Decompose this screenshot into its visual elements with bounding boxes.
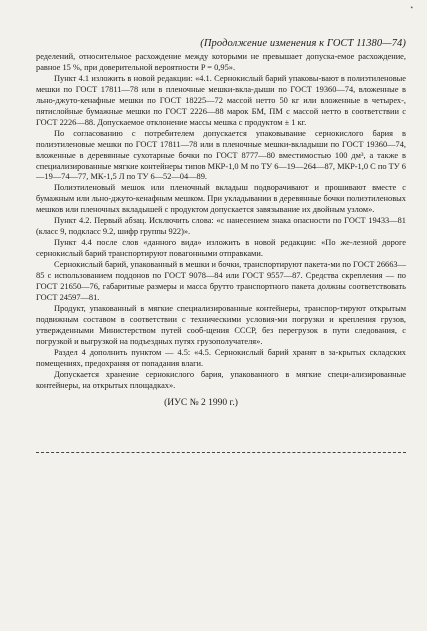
paragraph-9: Раздел 4 дополнить пунктом — 4.5: «4.5. Сернокислый барий хранят в за-крытых складских помещениях, предохраняя от попадания влаги. [36,347,406,368]
publication-stamp: (ИУС № 2 1990 г.) [164,397,238,408]
paragraph-6: Пункт 4.4 после слов «данного вида» изложить в новой редакции: «По же-лезной дороге сернокислый барий транспортируют повагонными отправками. [36,238,406,259]
corner-mark: • [410,4,413,12]
paragraph-4: Полиэтиленовый мешок или пленочный вкладыш подворачивают и прошивают вместе с бумажным или льно-джуто-кенафным мешком. При укладывании в деревянные бочки полиэтиленовых мешков или пленочных вкладышей с продуктом допускается завязывание их двойным узлом». [36,183,406,215]
paragraph-5: Пункт 4.2. Первый абзац. Исключить слова: «с нанесением знака опасности по ГОСТ 19433—81 (класс 9, подкласс 9.2, шифр группы 922)». [36,216,406,237]
page-header: (Продолжение изменения к ГОСТ 11380—74) [200,38,406,49]
paragraph-8: Продукт, упакованный в мягкие специализированные контейнеры, транспор-тируют открытым подвижным составом в соответствии с техническими условия-ми погрузки и крепления грузов, утвержденными Министерством путей сооб-щения СССР, без перегрузок в пути следования, с погрузкой и выгрузкой на подъездных путях грузополучателя». [36,303,406,346]
bottom-divider [36,452,406,453]
paragraph-2: Пункт 4.1 изложить в новой редакции: «4.1. Сернокислый барий упаковы-вают в полиэтиленовые мешки по ГОСТ 17811—78 или в пленочные мешки-вкла-дыши по ГОСТ 19360—74, вложенные в льно-джуто-кенафные мешки по ГОСТ 18225—72 массой нетто 50 кг или вложенные в четырех-, пятислойные бумажные мешки по ГОСТ 2226—88 марок БМ, ПМ с массой нетто в соответствии с ГОСТ 2226—88. Допускаемое отклонение массы мешка с продуктом ± 1 кг. [36,73,406,127]
paragraph-1: ределений, относительное расхождение между которыми не превышает допуска-емое расхождение, равное 15 %, при доверительной вероятности P = 0,95». [36,52,406,72]
paragraph-10: Допускается хранение сернокислого бария, упакованного в мягкие специ-ализированные контейнеры, на открытых площадках». [36,369,406,390]
paragraph-7: Сернокислый барий, упакованный в мешки и бочки, транспортируют пакета-ми по ГОСТ 26663—85 с использованием поддонов по ГОСТ 9078—84 или ГОСТ 9557—87. Средства скрепления — по ГОСТ 21650—76, габаритные размеры и масса брутто транспортного пакета должны соответствовать ГОСТ 24597—81. [36,260,406,302]
document-page [36,38,406,408]
paragraph-3: По согласованию с потребителем допускается упаковывание сернокислого бария в полиэтиленовые мешки по ГОСТ 17811—78 или в пленочные мешки-вкладыши по ГОСТ 19360—74, вложенные в деревянные сухотарные бочки по ГОСТ 8777—80 вместимостью 100 дм³, а также в специализированные мягкие контейнеры типов МКР-1,0 М по ТУ 6—19—264—87, МКР-1,0 С по ТУ 6—19—74—77, МК-1,5 Л по ТУ 6—52—04—89. [36,128,406,182]
